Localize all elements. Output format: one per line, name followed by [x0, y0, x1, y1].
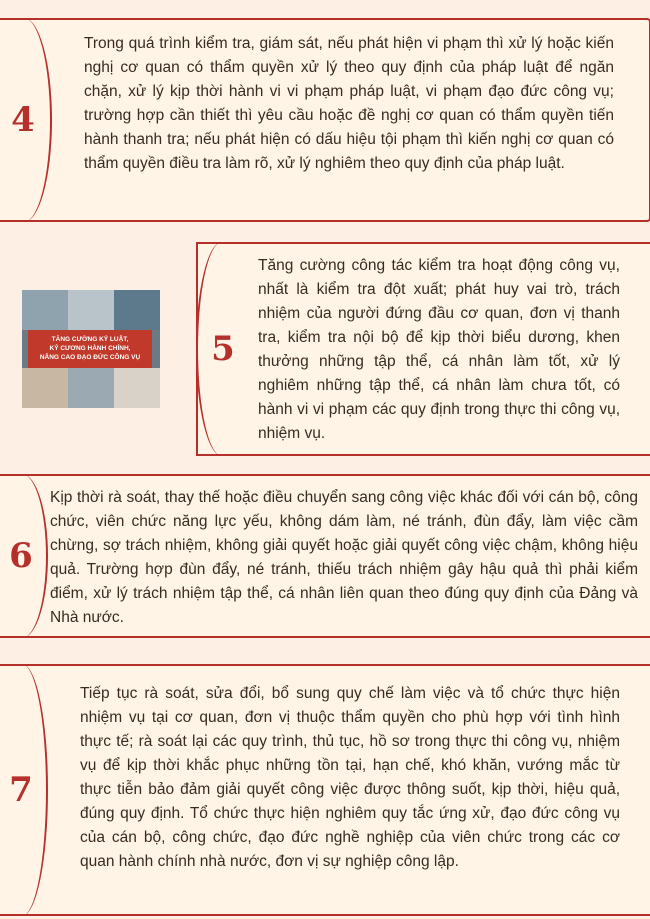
banner-line-3: NÂNG CAO ĐẠO ĐỨC CÔNG VỤ — [39, 354, 141, 361]
item-text-5: Tăng cường công tác kiểm tra hoạt động công vụ, nhất là kiểm tra đột xuất; phát huy vai trò, trách nhiệm của người đứng đầu cơ quan, đơn vị thanh tra, kiểm tra nội bộ để kịp thời biểu dương, khen thưởng những tập thể, cá nhân làm tốt, xử lý nghiêm những tập thể, cá nhân làm chưa tốt, có hành vi vi phạm các quy định trong thực thi công vụ, nhiệm vụ. — [258, 257, 620, 442]
banner-line-2: KỶ CƯƠNG HÀNH CHÍNH, — [49, 345, 131, 352]
item-number-7: 7 — [9, 770, 33, 810]
item-number-6: 6 — [9, 536, 33, 576]
item-number-5: 5 — [211, 329, 235, 369]
collage-banner — [28, 330, 152, 368]
item-number-4: 4 — [11, 100, 35, 140]
campaign-photo-collage — [22, 290, 160, 408]
item-number-badge-5 — [196, 242, 248, 456]
item-text-6: Kịp thời rà soát, thay thế hoặc điều chuyển sang công việc khác đối với cán bộ, công chức, viên chức năng lực yếu, không dám làm, né tránh, đùn đẩy, làm việc cầm chừng, sợ trách nhiệm, không giải quyết hoặc giải quyết công việc chậm, không hiệu quả. Trường hợp đùn đẩy, né tránh, thiếu trách nhiệm gây hậu quả thì phải kiểm điểm, xử lý trách nhiệm tập thể, cá nhân liên quan theo đúng quy định của Đảng và Nhà nước. — [50, 489, 638, 626]
item-text-4: Trong quá trình kiểm tra, giám sát, nếu phát hiện vi phạm thì xử lý hoặc kiến nghị cơ quan có thẩm quyền xử lý theo quy định của pháp luật để ngăn chặn, xử lý kịp thời hành vi vi phạm pháp luật, vi phạm đạo đức công vụ; trường hợp cần thiết thì yêu cầu hoặc đề nghị cơ quan có thẩm quyền tiến hành thanh tra; nếu phát hiện có dấu hiệu tội phạm thì kiến nghị cơ quan có thẩm quyền điều tra làm rõ, xử lý nghiêm theo quy định của pháp luật. — [84, 35, 614, 172]
banner-line-1: TĂNG CƯỜNG KỶ LUẬT, — [51, 336, 129, 343]
item-text-7: Tiếp tục rà soát, sửa đổi, bổ sung quy chế làm việc và tổ chức thực hiện nhiệm vụ tại cơ quan, đơn vị thuộc thẩm quyền cho phù hợp với tình hình thực tế; rà soát lại các quy trình, thủ tục, hồ sơ trong thực thi công vụ, nhiệm vụ để kịp thời khắc phục những tồn tại, hạn chế, khó khăn, vướng mắc từ thực tiễn bảo đảm giải quyết công việc được thông suốt, kịp thời, hiệu quả, đúng quy định. Tổ chức thực hiện nghiêm quy tắc ứng xử, đạo đức công vụ của cán bộ, công chức, đạo đức nghề nghiệp của viên chức trong các cơ quan hành chính nhà nước, đơn vị sự nghiệp công lập. — [80, 685, 620, 870]
